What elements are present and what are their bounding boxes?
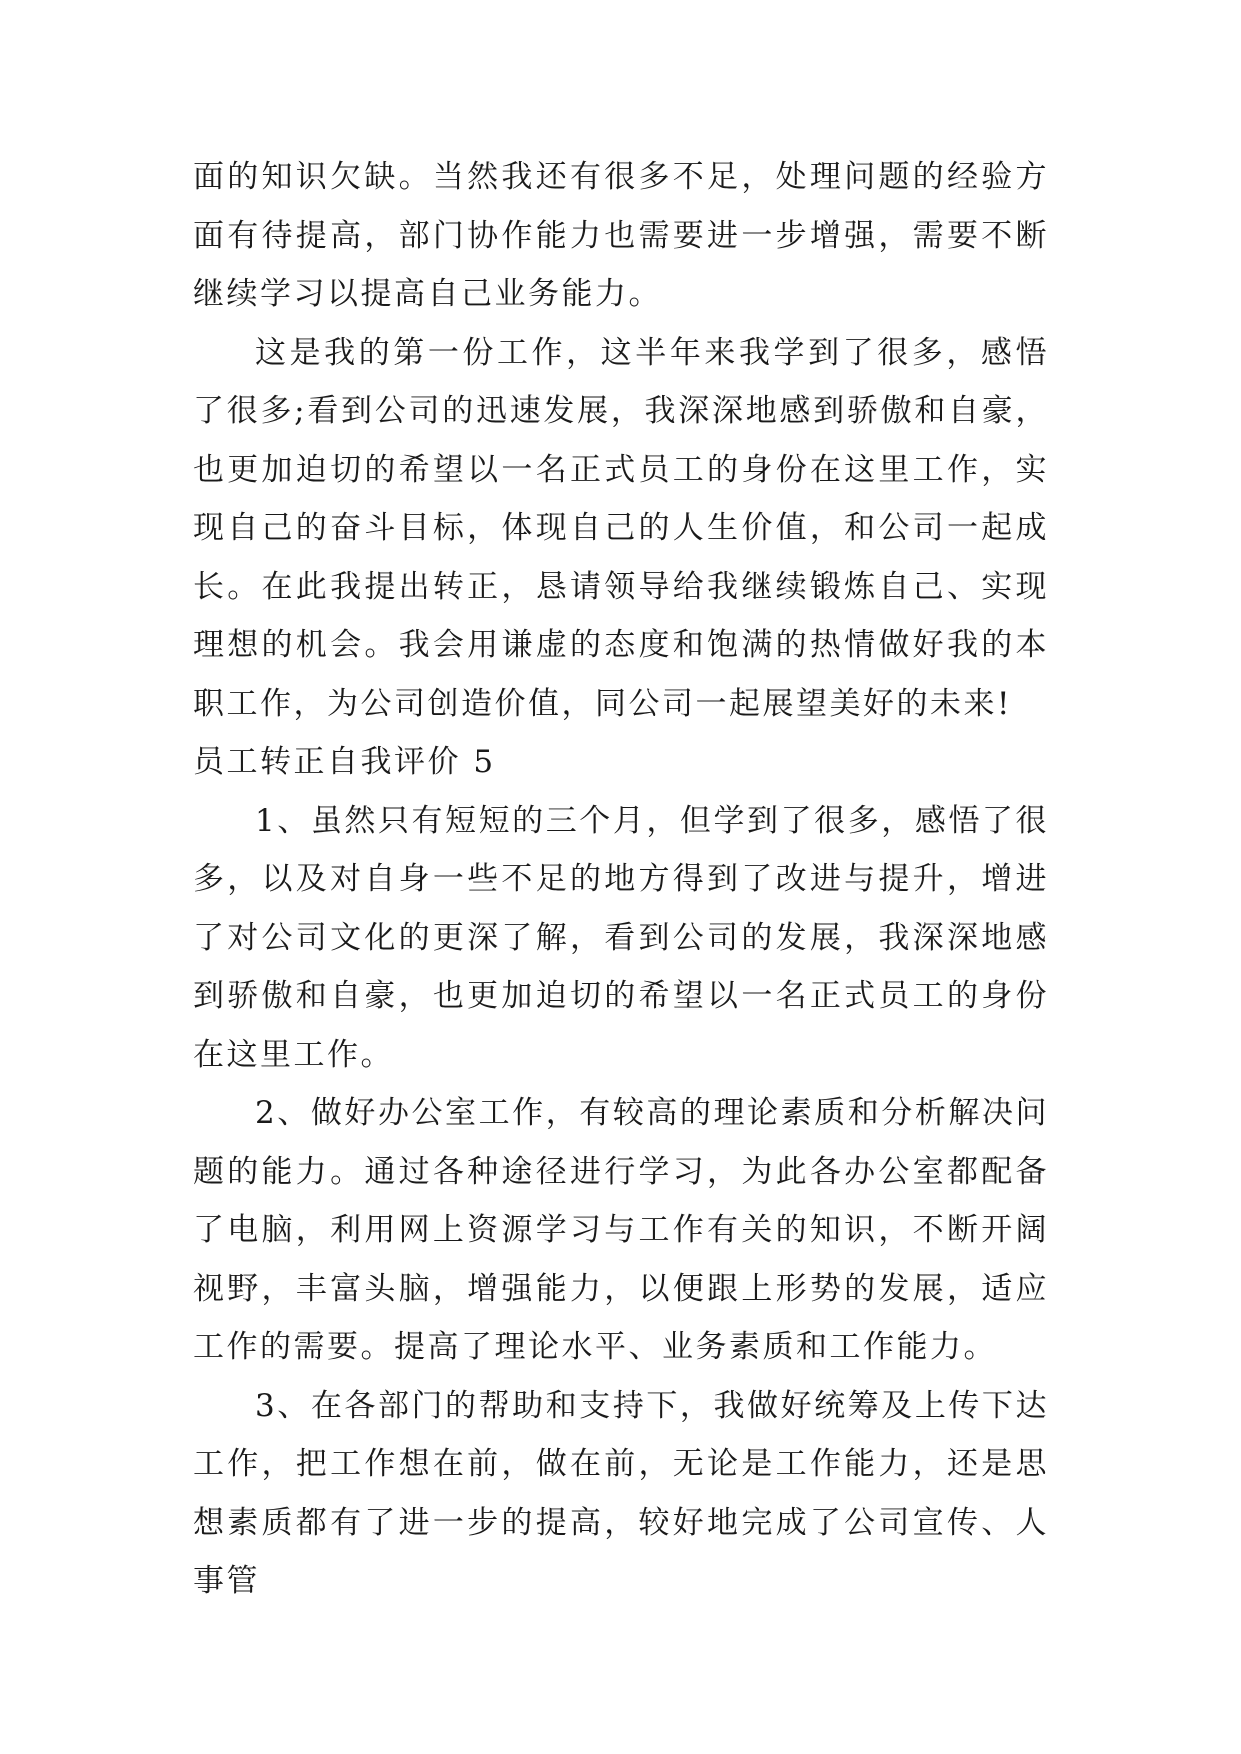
paragraph-item-1: 1、虽然只有短短的三个月，但学到了很多，感悟了很多，以及对自身一些不足的地方得到了改进与提升，增进了对公司文化的更深了解，看到公司的发展，我深深地感到骄傲和自豪，也更加迫切的希望以一名正式员工的身份在这里工作。 (193, 802, 1049, 1073)
paragraph-continuation: 面的知识欠缺。当然我还有很多不足，处理问题的经验方面有待提高，部门协作能力也需要进一步增强，需要不断继续学习以提高自己业务能力。 (193, 159, 1049, 312)
document-page (193, 148, 1049, 1611)
paragraph-first-job: 这是我的第一份工作，这半年来我学到了很多，感悟了很多;看到公司的迅速发展，我深深地感到骄傲和自豪，也更加迫切的希望以一名正式员工的身份在这里工作，实现自己的奋斗目标，体现自己的人生价值，和公司一起成长。在此我提出转正，恳请领导给我继续锻炼自己、实现理想的机会。我会用谦虚的态度和饱满的热情做好我的本职工作，为公司创造价值，同公司一起展望美好的未来! (193, 334, 1049, 722)
section-heading: 员工转正自我评价 5 (193, 744, 496, 780)
paragraph-item-2: 2、做好办公室工作，有较高的理论素质和分析解决问题的能力。通过各种途径进行学习，为此各办公室都配备了电脑，利用网上资源学习与工作有关的知识，不断开阔视野，丰富头脑，增强能力，以便跟上形势的发展，适应工作的需要。提高了理论水平、业务素质和工作能力。 (193, 1095, 1049, 1365)
paragraph-item-3: 3、在各部门的帮助和支持下，我做好统筹及上传下达工作，把工作想在前，做在前，无论是工作能力，还是思想素质都有了进一步的提高，较好地完成了公司宣传、人事管 (193, 1387, 1049, 1599)
